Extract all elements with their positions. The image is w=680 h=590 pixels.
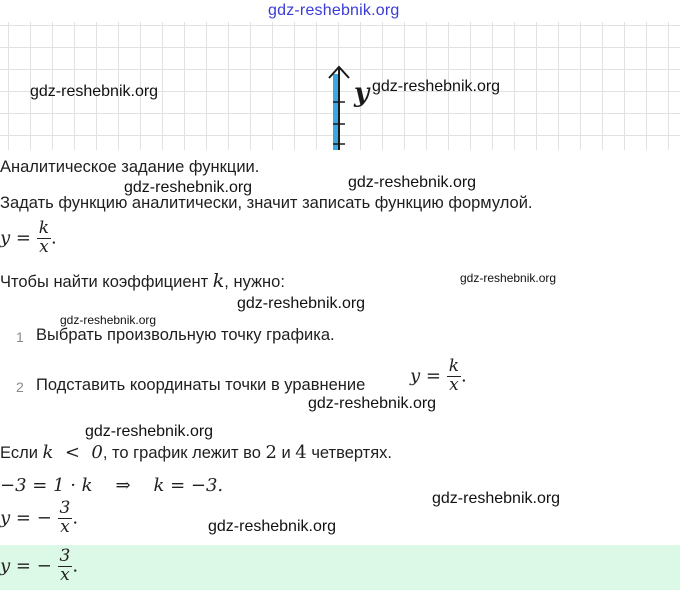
step-number: 2 [16, 379, 24, 395]
find-k-variable: k [212, 270, 225, 292]
fraction [37, 220, 51, 257]
watermark: gdz-reshebnik.org [237, 295, 366, 312]
condition-prefix: Если [0, 444, 43, 462]
watermark: gdz-reshebnik.org [308, 395, 437, 412]
formula-lhs: y = − [0, 507, 52, 529]
formula-tail: . [72, 555, 79, 577]
y-axis-arrow [322, 60, 358, 152]
watermark: gdz-reshebnik.org [372, 78, 501, 95]
condition-mid: , то график лежит во [102, 444, 266, 462]
fraction [58, 548, 73, 585]
equation-solve-k: −3 = 1 · k ⇒ k = −3. [0, 475, 224, 496]
watermark: gdz-reshebnik.org [60, 313, 157, 327]
watermark: gdz-reshebnik.org [85, 423, 214, 440]
step-text: Выбрать произвольную точку графика. [36, 326, 335, 344]
watermark: gdz-reshebnik.org [432, 490, 561, 507]
formula-tail: . [51, 227, 57, 249]
fraction-numerator: 3 [59, 546, 71, 566]
step-text: Подставить координаты точки в уравнение [36, 376, 366, 394]
fraction-denominator: x [58, 566, 73, 585]
watermark: gdz-reshebnik.org [208, 518, 337, 535]
watermark: gdz-reshebnik.org [124, 179, 253, 196]
find-k-prefix: Чтобы найти коэффициент [0, 273, 213, 291]
formula-lhs: y = − [0, 555, 52, 577]
condition-and: и [276, 444, 296, 462]
formula-y-k-over-x [0, 220, 57, 257]
fraction-numerator: 3 [59, 498, 71, 518]
fraction-numerator: k [38, 218, 50, 238]
definition-text: Задать функцию аналитически, значит записать функцию формулой. [0, 194, 533, 212]
fraction-denominator: x [58, 518, 73, 537]
fraction [58, 500, 73, 537]
formula-step2 [410, 358, 467, 395]
formula-tail: . [461, 365, 467, 387]
quadrant-2: 2 [265, 442, 277, 463]
watermark: gdz-reshebnik.org [348, 174, 477, 191]
watermark: gdz-reshebnik.org [460, 271, 557, 285]
answer-highlight [0, 545, 680, 590]
formula-lhs: y = [410, 365, 441, 387]
y-axis-label: y [354, 78, 370, 108]
fraction-denominator: x [447, 376, 461, 395]
condition-text [0, 442, 392, 463]
fraction-numerator: k [448, 356, 460, 376]
formula-tail: . [72, 507, 79, 529]
watermark-top: gdz-reshebnik.org [268, 2, 400, 19]
fraction [447, 358, 461, 395]
watermark: gdz-reshebnik.org [30, 83, 159, 100]
condition-inequality: k < 0 [42, 442, 103, 463]
heading: Аналитическое задание функции. [0, 158, 260, 176]
condition-suffix: четвертях. [306, 444, 393, 462]
formula-y-minus-3-over-x [0, 500, 78, 537]
answer-formula [0, 548, 78, 585]
find-k-suffix: , нужно: [224, 273, 285, 291]
fraction-denominator: x [37, 238, 51, 257]
quadrant-4: 4 [295, 442, 307, 463]
step-number: 1 [16, 329, 24, 345]
find-k-text [0, 270, 285, 292]
formula-lhs: y = [0, 227, 31, 249]
